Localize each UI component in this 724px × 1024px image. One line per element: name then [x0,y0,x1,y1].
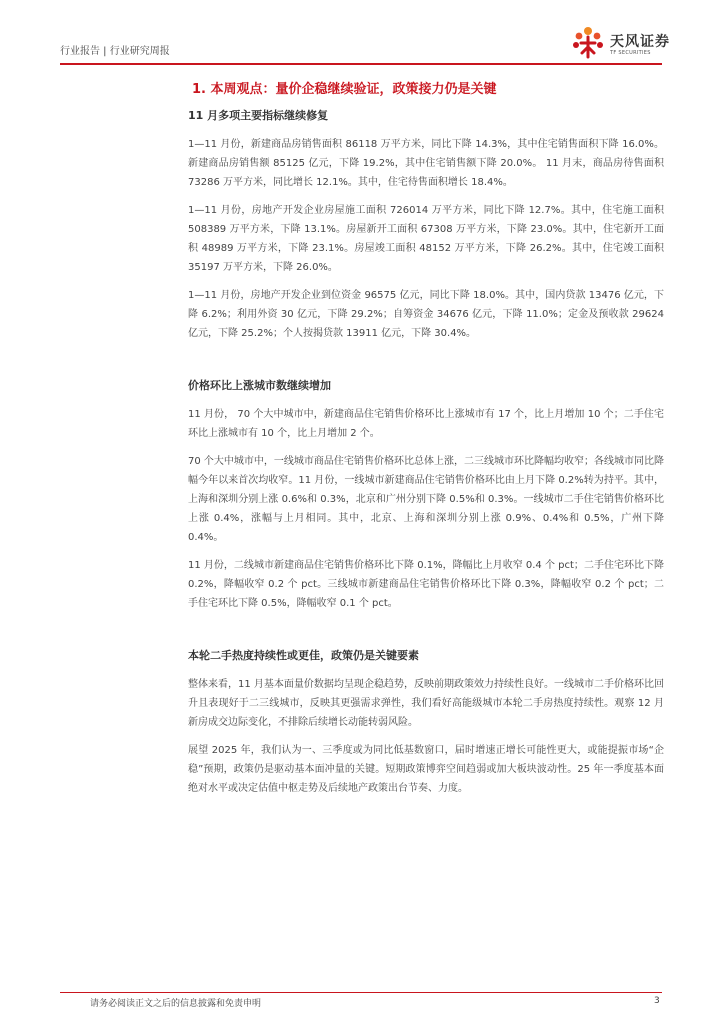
body-paragraph: 11 月份，二线城市新建商品住宅销售价格环比下降 0.1%，降幅比上月收窄 0.4 个 pct；二手住宅环比下降 0.2%，降幅收窄 0.2 个 pct。三线城市新建商品住宅销售价格环比下降 0.3%，降幅收窄 0.2 个 pct；二手住宅环比下降 0.5%，降幅收窄 0.1 个 pct。 [188,560,664,609]
page-number: 3 [654,996,660,1006]
section-title: 1. 本周观点：量价企稳继续验证，政策接力仍是关键 [192,82,497,97]
content-block-prices [188,377,664,613]
report-type-label: 行业报告 | 行业研究周报 [60,46,170,57]
body-paragraph: 展望 2025 年，我们认为一、三季度或为同比低基数窗口，届时增速正增长可能性更大，或能提振市场“企稳”预期，政策仍是驱动基本面冲量的关键。短期政策博弈空间趋弱或加大板块波动性。25 年一季度基本面绝对水平或决定估值中枢走势及后续地产政策出台节奏、力度。 [188,745,664,794]
tf-securities-logo-icon [570,25,606,59]
block-heading: 本轮二手热度持续性或更佳，政策仍是关键要素 [188,649,419,662]
header-divider [60,63,662,65]
body-paragraph: 70 个大中城市中，一线城市商品住宅销售价格环比总体上涨，二三线城市环比降幅均收窄；各线城市同比降幅今年以来首次均收窄。11 月份，一线城市新建商品住宅销售价格环比由上月下降 0.2%转为持平。其中，上海和深圳分别上涨 0.6%和 0.3%，北京和广州分别下降 0.5%和 0.3%。一线城市二手住宅销售价格环比上涨 0.4%，涨幅与上月相同。其中，北京、上海和深圳分别上涨 0.9%、0.4%和 0.5%，广州下降 0.4%。 [188,456,664,543]
company-logo [570,25,680,59]
body-paragraph: 1—11 月份，房地产开发企业到位资金 96575 亿元，同比下降 18.0%。其中，国内贷款 13476 亿元，下降 6.2%；利用外资 30 亿元，下降 29.2%；自筹资金 34676 亿元，下降 11.0%；定金及预收款 29624 亿元，下降 25.2%；个人按揭贷款 13911 亿元，下降 30.4%。 [188,290,664,339]
logo-chinese-name: 天风证券 [610,34,670,50]
block-heading: 价格环比上涨城市数继续增加 [188,379,331,392]
footer-disclaimer: 请务必阅读正文之后的信息披露和免责申明 [90,999,262,1009]
block-heading: 11 月多项主要指标继续修复 [188,109,329,122]
body-paragraph: 11 月份， 70 个大中城市中，新建商品住宅销售价格环比上涨城市有 17 个，比上月增加 10 个；二手住宅环比上涨城市有 10 个，比上月增加 2 个。 [188,409,664,439]
main-content [188,72,664,807]
content-block-outlook [188,647,664,798]
page-header [0,0,724,70]
content-block-indicators [188,107,664,343]
body-paragraph: 1—11 月份，房地产开发企业房屋施工面积 726014 万平方米，同比下降 12.7%。其中，住宅施工面积 508389 万平方米，下降 13.1%。房屋新开工面积 67308 万平方米，下降 23.0%。其中，住宅新开工面积 48989 万平方米，下降 23.1%。房屋竣工面积 48152 万平方米，下降 26.2%。其中，住宅竣工面积 35197 万平方米，下降 26.0%。 [188,205,664,273]
logo-english-name: TF SECURITIES [610,50,651,56]
body-paragraph: 整体来看，11 月基本面量价数据均呈现企稳趋势，反映前期政策效力持续性良好。一线城市二手价格环比回升且表现好于二三线城市，反映其更强需求弹性，我们看好高能级城市本轮二手房热度持续性。观察 12 月新房成交边际变化，不排除后续增长动能转弱风险。 [188,679,664,728]
footer-divider [60,992,662,993]
body-paragraph: 1—11 月份，新建商品房销售面积 86118 万平方米，同比下降 14.3%，其中住宅销售面积下降 16.0%。新建商品房销售额 85125 亿元，下降 19.2%，其中住宅销售额下降 20.0%。 11 月末，商品房待售面积 73286 万平方米，同比增长 12.1%。其中，住宅待售面积增长 18.4%。 [188,139,664,188]
